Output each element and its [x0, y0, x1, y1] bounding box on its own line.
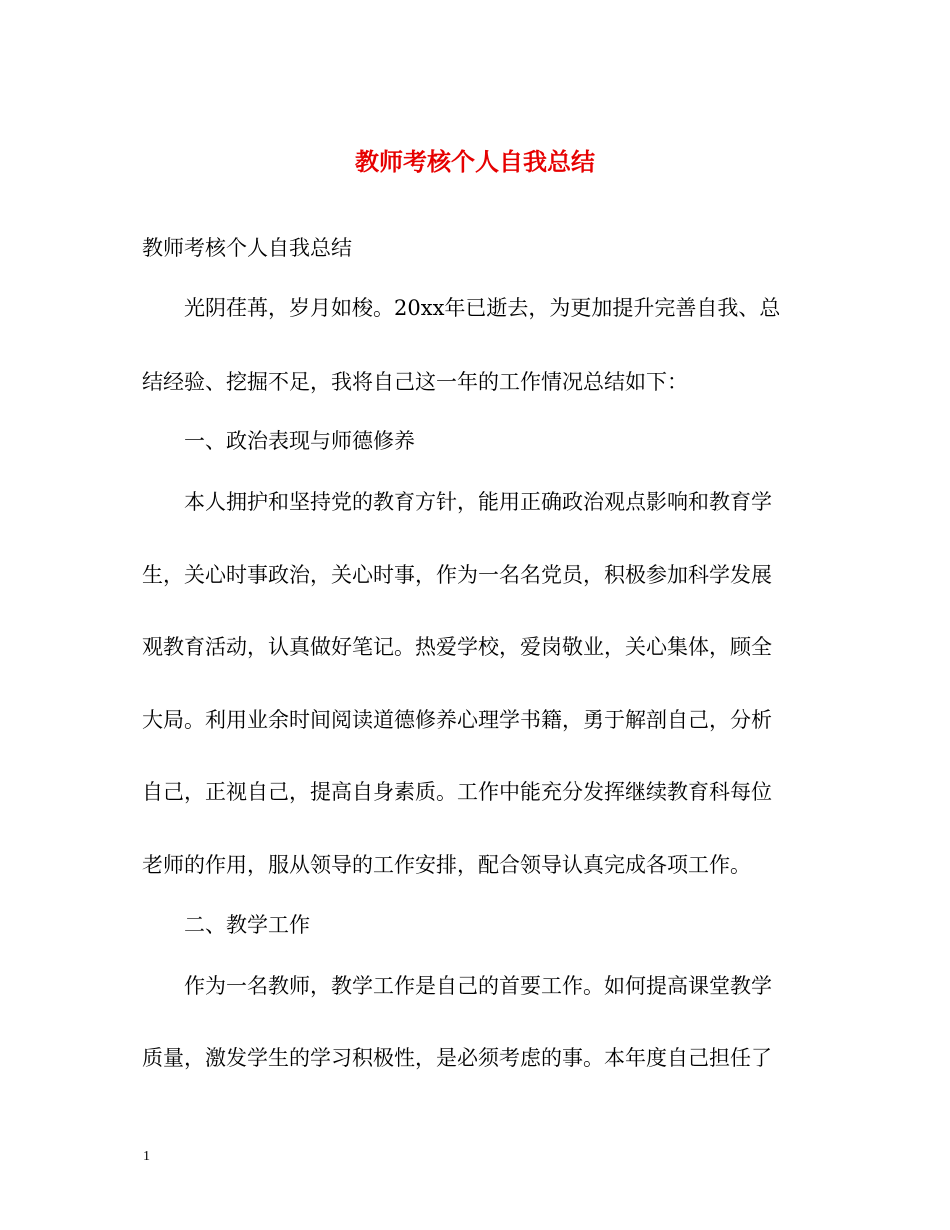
paragraph-line: 本人拥护和坚持党的教育方针，能用正确政治观点影响和教育学 [184, 490, 772, 514]
paragraph-line: 结经验、挖掘不足，我将自己这一年的工作情况总结如下： [142, 370, 688, 394]
page-number: 1 [143, 1149, 150, 1164]
section-heading: 二、教学工作 [184, 913, 310, 937]
paragraph-line: 光阴荏苒，岁月如梭。20xx年已逝去，为更加提升完善自我、总 [184, 296, 781, 320]
paragraph-line: 大局。利用业余时间阅读道德修养心理学书籍，勇于解剖自己，分析 [142, 708, 772, 732]
paragraph-line: 观教育活动，认真做好笔记。热爱学校，爱岗敬业，关心集体，顾全 [142, 635, 772, 659]
document-title: 教师考核个人自我总结 [355, 147, 595, 176]
section-heading: 一、政治表现与师德修养 [184, 429, 415, 453]
paragraph-line: 老师的作用，服从领导的工作安排，配合领导认真完成各项工作。 [142, 853, 751, 877]
subtitle-line: 教师考核个人自我总结 [142, 236, 352, 260]
paragraph-line: 质量，激发学生的学习积极性，是必须考虑的事。本年度自己担任了 [142, 1046, 772, 1070]
paragraph-line: 作为一名教师，教学工作是自己的首要工作。如何提高课堂教学 [184, 974, 772, 998]
paragraph-line: 自己，正视自己，提高自身素质。工作中能充分发挥继续教育科每位 [142, 780, 772, 804]
paragraph-line: 生，关心时事政治，关心时事，作为一名名党员，积极参加科学发展 [142, 563, 772, 587]
